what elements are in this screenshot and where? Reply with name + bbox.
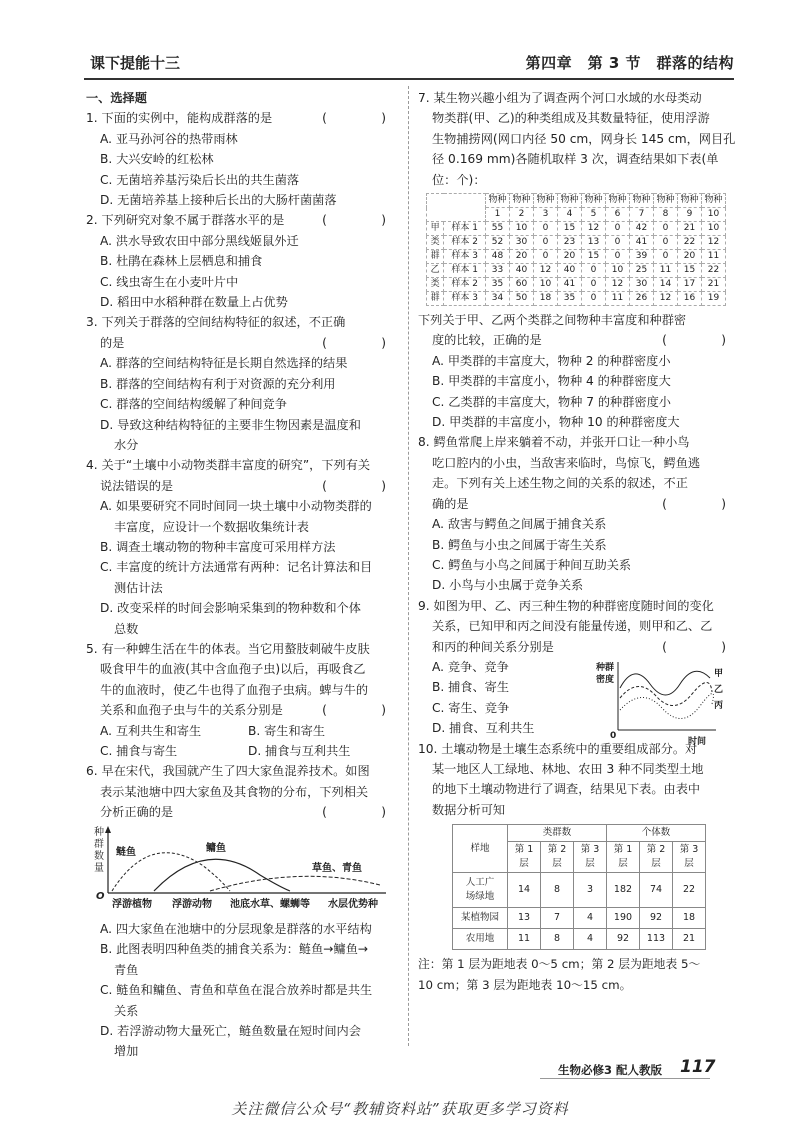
table-cell: 15 xyxy=(558,222,582,236)
table-cell: 190 xyxy=(607,908,640,929)
species-num: 1 xyxy=(486,208,510,222)
q9-option-b: B. 捕食、寄生 xyxy=(432,680,510,695)
q5-options-ab xyxy=(86,721,396,741)
question-9 xyxy=(418,596,736,746)
answer-blank: ( ) xyxy=(322,335,396,350)
fig6-label-grass: 草鱼、青鱼 xyxy=(312,862,362,874)
q7-line4: 径 0.169 mm)各随机取样 3 次，调查结果如下表(单 xyxy=(432,152,719,167)
t10-head-row-1 xyxy=(453,825,706,842)
table-cell: 42 xyxy=(630,222,654,236)
q2-option-a: A. 洪水导致农田中部分黑线姬鼠外迁 xyxy=(100,233,299,248)
site-name-1: 某植物园 xyxy=(460,912,499,924)
table-cell: 17 xyxy=(678,278,702,292)
table-cell: 0 xyxy=(534,250,558,264)
table-cell: 19 xyxy=(702,292,726,306)
table-cell: 0 xyxy=(606,236,630,250)
group-label: 甲 xyxy=(427,222,444,236)
question-6 xyxy=(86,761,396,1061)
group-label: 群 xyxy=(427,250,444,264)
table-cell: 20 xyxy=(678,250,702,264)
q1-stem: 1. 下面的实例中，能构成群落的是 xyxy=(86,111,273,126)
table-cell: 23 xyxy=(558,236,582,250)
q9-option-a: A. 竞争、竞争 xyxy=(432,659,509,674)
answer-blank: ( ) xyxy=(322,703,396,718)
q4-stem-line1: 4. 关于“土壤中小动物类群丰富度的研究”，下列有关 xyxy=(86,458,371,473)
q7-option-d: D. 甲类群的丰富度小，物种 10 的种群密度大 xyxy=(432,415,680,430)
table-cell: 0 xyxy=(582,292,606,306)
t10-head-count: 个体数 xyxy=(607,825,706,842)
table-row xyxy=(427,292,726,306)
q3-option-d: D. 导致这种结构特征的主要非生物因素是温度和 xyxy=(100,417,361,432)
q5-line1: 5. 有一种蜱生活在牛的体表。当它用螯肢刺破牛皮肤 xyxy=(86,641,370,656)
table-cell: 18 xyxy=(673,908,706,929)
site-name xyxy=(453,873,508,908)
answer-blank: ( ) xyxy=(662,639,736,654)
table-cell: 0 xyxy=(654,236,678,250)
q5-options-cd xyxy=(86,741,396,761)
t10-head-site: 样地 xyxy=(453,825,508,873)
layer-head-b: 层 xyxy=(684,858,694,870)
answer-blank: ( ) xyxy=(662,496,736,511)
fig9-xlabel: 时间 xyxy=(688,736,707,746)
q6-option-b: B. 此图表明四种鱼类的捕食关系为：鲢鱼→鳙鱼→ xyxy=(100,942,369,957)
question-10 xyxy=(418,739,736,995)
q5-line4: 关系和血孢子虫与牛的关系分别是 xyxy=(100,703,283,718)
q7-option-c: C. 乙类群的丰富度大，物种 7 的种群密度小 xyxy=(432,394,671,409)
table-cell: 41 xyxy=(630,236,654,250)
table-cell: 22 xyxy=(702,264,726,278)
table-cell: 35 xyxy=(486,278,510,292)
fig6-label-bighead: 鳙鱼 xyxy=(206,842,226,854)
q7-line1: 7. 某生物兴趣小组为了调查两个河口水域的水母类动 xyxy=(418,91,702,105)
footer-book: 生物必修3 配人教版 xyxy=(558,1063,663,1077)
answer-blank: ( ) xyxy=(322,213,396,228)
species-num: 4 xyxy=(558,208,582,222)
species-head: 物种 xyxy=(702,194,726,208)
fig9-curve-jia xyxy=(620,671,710,695)
layer-head xyxy=(574,842,607,873)
t10-head-groups: 类群数 xyxy=(508,825,607,842)
table-cell: 10 xyxy=(510,222,534,236)
layer-head-a: 第 1 xyxy=(514,844,534,856)
t7-head-row-1 xyxy=(427,194,726,208)
layer-head xyxy=(541,842,574,873)
table-cell: 60 xyxy=(510,278,534,292)
question-8 xyxy=(418,432,736,595)
fig6-origin: O xyxy=(96,890,105,902)
table-cell: 0 xyxy=(606,250,630,264)
table-cell: 21 xyxy=(678,222,702,236)
question-4 xyxy=(86,455,396,639)
species-num: 2 xyxy=(510,208,534,222)
q9-line1: 9. 如图为甲、乙、丙三种生物的种群密度随时间的变化 xyxy=(418,598,714,613)
fish-distribution-figure xyxy=(90,825,390,911)
fig6-ylabel-4: 量 xyxy=(94,862,104,874)
fig9-ylabel-1: 种群 xyxy=(596,662,615,673)
table-cell: 18 xyxy=(534,292,558,306)
q6-option-d-cont: 增加 xyxy=(114,1044,139,1059)
table-cell: 50 xyxy=(510,292,534,306)
fig9-label-yi: 乙 xyxy=(714,684,724,695)
species-num: 8 xyxy=(654,208,678,222)
layer-head xyxy=(640,842,673,873)
table-row xyxy=(427,250,726,264)
table-cell: 21 xyxy=(702,278,726,292)
table-row xyxy=(453,929,706,950)
group-label: 类 xyxy=(427,278,444,292)
table-cell: 52 xyxy=(486,236,510,250)
table-cell: 34 xyxy=(486,292,510,306)
table-cell: 182 xyxy=(607,873,640,908)
q6-option-c-cont: 关系 xyxy=(114,1003,139,1018)
species-num: 5 xyxy=(582,208,606,222)
species-num: 3 xyxy=(534,208,558,222)
q4-option-d: D. 改变采样的时间会影响采集到的物种数和个体 xyxy=(100,601,361,616)
q5-line2: 吸食甲牛的血液(其中含血孢子虫)以后，再吸食乙 xyxy=(100,662,366,677)
q2-stem: 2. 下列研究对象不属于群落水平的是 xyxy=(86,213,285,228)
table-row xyxy=(427,264,726,278)
layer-head-b: 层 xyxy=(552,858,562,870)
q8-line3: 走。下列有关上述生物之间的关系的叙述，不正 xyxy=(432,476,688,491)
q5-option-a: A. 互利共生和寄生 xyxy=(100,723,202,738)
table-cell: 15 xyxy=(582,250,606,264)
table-cell: 10 xyxy=(702,222,726,236)
table-cell: 22 xyxy=(673,873,706,908)
q4-option-c-cont: 测估计法 xyxy=(114,580,163,595)
q5-line3: 牛的血液时，使乙牛也得了血孢子虫病。蜱与牛的 xyxy=(100,682,369,697)
table-cell: 12 xyxy=(702,236,726,250)
sample-name: 样本 3 xyxy=(444,250,486,264)
q8-option-c: C. 鳄鱼与小鸟之间属于种间互助关系 xyxy=(432,557,632,572)
q4-option-b: B. 调查土壤动物的物种丰富度可采用样方法 xyxy=(100,539,336,554)
site-name-1: 农用地 xyxy=(465,933,495,945)
t7-corner xyxy=(427,194,486,222)
table-cell: 39 xyxy=(630,250,654,264)
q8-option-b: B. 鳄鱼与小虫之间属于寄生关系 xyxy=(432,537,607,552)
table-cell: 30 xyxy=(510,236,534,250)
site-name-2: 场绿地 xyxy=(465,891,495,903)
group-label: 群 xyxy=(427,292,444,306)
fig9-label-jia: 甲 xyxy=(714,668,724,679)
fig6-curve-bighead-carp xyxy=(154,859,290,891)
q1-option-d: D. 无菌培养基上接种后长出的大肠杆菌菌落 xyxy=(100,193,337,208)
q7-line5: 位：个)： xyxy=(432,172,486,187)
question-5 xyxy=(86,639,396,761)
q3-stem-line2: 的是 xyxy=(100,335,125,350)
q2-option-b: B. 杜鹃在森林上层栖息和捕食 xyxy=(100,254,263,269)
q6-line1: 6. 早在宋代，我国就产生了四大家鱼混养技术。如图 xyxy=(86,764,370,779)
table-cell: 11 xyxy=(606,292,630,306)
species-num: 6 xyxy=(606,208,630,222)
table-cell: 11 xyxy=(508,929,541,950)
table-cell: 7 xyxy=(541,908,574,929)
fig6-x2: 浮游动物 xyxy=(172,898,212,910)
q8-line2: 吃口腔内的小虫，当敌害来临时，鸟惊飞，鳄鱼逃 xyxy=(432,455,701,470)
table-cell: 11 xyxy=(654,264,678,278)
fig6-ylabel-3: 数 xyxy=(94,850,104,862)
q6-option-d: D. 若浮游动物大量死亡，鲢鱼数量在短时间内会 xyxy=(100,1024,361,1039)
right-column xyxy=(418,88,736,995)
fig9-ylabel-2: 密度 xyxy=(596,674,615,685)
fig9-label-bing: 丙 xyxy=(714,700,724,711)
table-cell: 12 xyxy=(582,222,606,236)
header-rule xyxy=(84,78,734,80)
q10-note-line2: 10 cm；第 3 层为距地表 10～15 cm。 xyxy=(418,977,632,992)
table-cell: 40 xyxy=(510,264,534,278)
answer-blank: ( ) xyxy=(322,805,396,820)
table-cell: 74 xyxy=(640,873,673,908)
population-density-figure xyxy=(596,658,731,746)
q10-line2: 某一地区人工绿地、林地、农田 3 种不同类型土地 xyxy=(432,761,704,776)
site-name-1: 人工广 xyxy=(465,877,495,889)
fig6-x4: 水层优势种 xyxy=(328,898,378,910)
q5-option-c: C. 捕食与寄生 xyxy=(100,744,178,758)
column-divider xyxy=(408,86,409,1046)
table-row xyxy=(427,222,726,236)
answer-blank: ( ) xyxy=(322,111,396,126)
table-cell: 20 xyxy=(510,250,534,264)
table-cell: 14 xyxy=(508,873,541,908)
table-row xyxy=(427,236,726,250)
q4-option-c: C. 丰富度的统计方法通常有两种：记名计算法和目 xyxy=(100,560,373,575)
left-column xyxy=(86,88,396,1062)
q3-option-b: B. 群落的空间结构有利于对资源的充分利用 xyxy=(100,376,336,391)
table-cell: 13 xyxy=(582,236,606,250)
fig6-ylabel-2: 群 xyxy=(94,838,104,850)
species-head: 物种 xyxy=(606,194,630,208)
section-title: 一、选择题 xyxy=(86,91,147,105)
q2-option-c: C. 线虫寄生在小麦叶片中 xyxy=(100,274,239,289)
fig6-curve-grass-black-carp xyxy=(210,876,380,891)
table-cell: 92 xyxy=(640,908,673,929)
species-num: 7 xyxy=(630,208,654,222)
table-cell: 30 xyxy=(630,278,654,292)
question-7 xyxy=(418,88,736,432)
q9-line2: 关系，已知甲和丙之间没有能量传递，则甲和乙、乙 xyxy=(432,619,713,634)
table-cell: 0 xyxy=(606,222,630,236)
species-num: 9 xyxy=(678,208,702,222)
layer-head-b: 层 xyxy=(651,858,661,870)
table-cell: 11 xyxy=(702,250,726,264)
q6-option-a: A. 四大家鱼在池塘中的分层现象是群落的水平结构 xyxy=(100,922,372,937)
table-row xyxy=(453,908,706,929)
q9-option-c: C. 寄生、竞争 xyxy=(432,700,510,715)
q4-option-d-cont: 总数 xyxy=(114,621,139,636)
table-cell: 48 xyxy=(486,250,510,264)
fig6-x1: 浮游植物 xyxy=(112,898,152,910)
q7-line3: 生物捕捞网(网口内径 50 cm，网身长 145 cm，网目孔 xyxy=(432,131,736,146)
table-cell: 15 xyxy=(678,264,702,278)
q4-option-a-cont: 丰富度，应设计一个数据收集统计表 xyxy=(114,519,309,534)
fig6-x3: 池底水草、螺蛳等 xyxy=(230,898,310,910)
table-cell: 0 xyxy=(534,236,558,250)
answer-blank: ( ) xyxy=(322,478,396,493)
table-cell: 113 xyxy=(640,929,673,950)
table-cell: 0 xyxy=(654,222,678,236)
table-cell: 0 xyxy=(534,222,558,236)
table-cell: 12 xyxy=(606,278,630,292)
fig9-curve-yi xyxy=(620,682,712,705)
q1-option-b: B. 大兴安岭的红松林 xyxy=(100,152,214,167)
species-head: 物种 xyxy=(582,194,606,208)
species-head: 物种 xyxy=(534,194,558,208)
q9-line3: 和丙的种间关系分别是 xyxy=(432,639,554,654)
layer-head-b: 层 xyxy=(585,858,595,870)
table-cell: 4 xyxy=(574,908,607,929)
table-cell: 8 xyxy=(541,873,574,908)
q3-option-a: A. 群落的空间结构特征是长期自然选择的结果 xyxy=(100,356,348,371)
table-cell: 8 xyxy=(541,929,574,950)
sample-name: 样本 2 xyxy=(444,278,486,292)
species-head: 物种 xyxy=(678,194,702,208)
layer-head-b: 层 xyxy=(618,858,628,870)
sample-name: 样本 3 xyxy=(444,292,486,306)
q7-after2: 度的比较，正确的是 xyxy=(432,333,542,348)
q1-option-a: A. 亚马孙河谷的热带雨林 xyxy=(100,131,238,146)
answer-blank: ( ) xyxy=(662,333,736,348)
table-cell: 20 xyxy=(558,250,582,264)
soil-animal-table xyxy=(452,824,706,950)
q8-option-d: D. 小鸟与小虫属于竞争关系 xyxy=(432,578,584,593)
table-cell: 0 xyxy=(582,264,606,278)
q5-option-d: D. 捕食与互利共生 xyxy=(248,744,351,758)
table-cell: 13 xyxy=(508,908,541,929)
page-number: 117 xyxy=(680,1057,716,1077)
layer-head-b: 层 xyxy=(519,858,529,870)
layer-head xyxy=(673,842,706,873)
species-num: 10 xyxy=(702,208,726,222)
table-cell: 16 xyxy=(678,292,702,306)
question-1 xyxy=(86,108,396,210)
table-row xyxy=(453,873,706,908)
species-head: 物种 xyxy=(654,194,678,208)
q10-line3: 的地下土壤动物进行了调查，结果见下表。由表中 xyxy=(432,782,701,797)
table-cell: 41 xyxy=(558,278,582,292)
table-row xyxy=(427,278,726,292)
table-cell: 55 xyxy=(486,222,510,236)
layer-head xyxy=(607,842,640,873)
table-cell: 14 xyxy=(654,278,678,292)
q3-option-c: C. 群落的空间结构缓解了种间竞争 xyxy=(100,397,287,412)
q9-option-d: D. 捕食、互利共生 xyxy=(432,721,535,736)
q6-option-b-cont: 青鱼 xyxy=(114,962,139,977)
header-title: 课下提能十三 xyxy=(90,54,181,72)
header-chapter: 第四章 第 3 节 群落的结构 xyxy=(525,54,734,72)
table-cell: 0 xyxy=(582,278,606,292)
group-label: 类 xyxy=(427,236,444,250)
table-cell: 25 xyxy=(630,264,654,278)
layer-head-a: 第 2 xyxy=(547,844,567,856)
q6-line3: 分析正确的是 xyxy=(100,805,174,820)
site-name xyxy=(453,929,508,950)
q7-option-b: B. 甲类群的丰富度小，物种 4 的种群密度大 xyxy=(432,374,671,389)
question-3 xyxy=(86,312,396,455)
table-cell: 92 xyxy=(607,929,640,950)
q4-stem-line2: 说法错误的是 xyxy=(100,478,174,493)
table-cell: 10 xyxy=(606,264,630,278)
q10-note-line1: 注：第 1 层为距地表 0～5 cm；第 2 层为距地表 5～ xyxy=(418,957,701,972)
fig6-y-arrow xyxy=(105,826,111,833)
q8-line1: 8. 鳄鱼常爬上岸来躺着不动，并张开口让一种小鸟 xyxy=(418,435,690,450)
table-cell: 22 xyxy=(678,236,702,250)
q3-option-d-cont: 水分 xyxy=(114,437,139,452)
table-cell: 4 xyxy=(574,929,607,950)
q7-after1: 下列关于甲、乙两个类群之间物种丰富度和种群密 xyxy=(418,313,687,328)
jellyfish-table xyxy=(426,193,726,306)
q6-line2: 表示某池塘中四大家鱼及其食物的分布，下列相关 xyxy=(100,784,369,799)
layer-head-a: 第 1 xyxy=(613,844,633,856)
sample-name: 样本 1 xyxy=(444,222,486,236)
species-head: 物种 xyxy=(558,194,582,208)
table-cell: 21 xyxy=(673,929,706,950)
q7-line2: 物类群(甲、乙)的种类组成及其数量特征，使用浮游 xyxy=(432,111,710,126)
species-head: 物种 xyxy=(630,194,654,208)
species-head: 物种 xyxy=(486,194,510,208)
q8-option-a: A. 敌害与鳄鱼之间属于捕食关系 xyxy=(432,517,607,532)
sample-name: 样本 2 xyxy=(444,236,486,250)
watermark-text: 关注微信公众号“教辅资料站”获取更多学习资料 xyxy=(231,1100,569,1118)
table-cell: 12 xyxy=(534,264,558,278)
q5-option-b: B. 寄生和寄生 xyxy=(248,723,326,738)
table-cell: 0 xyxy=(654,250,678,264)
table-cell: 35 xyxy=(558,292,582,306)
fig9-curve-bing xyxy=(620,693,714,718)
site-name xyxy=(453,908,508,929)
table-cell: 26 xyxy=(630,292,654,306)
layer-head-a: 第 3 xyxy=(580,844,600,856)
q6-option-c: C. 鲢鱼和鳙鱼、青鱼和草鱼在混合放养时都是共生 xyxy=(100,983,373,998)
layer-head-a: 第 3 xyxy=(679,844,699,856)
group-label: 乙 xyxy=(427,264,444,278)
q2-option-d: D. 稻田中水稻种群在数量上占优势 xyxy=(100,295,288,310)
fig9-origin: 0 xyxy=(610,730,617,741)
q7-option-a: A. 甲类群的丰富度大，物种 2 的种群密度小 xyxy=(432,353,671,368)
table-cell: 12 xyxy=(654,292,678,306)
table-cell: 33 xyxy=(486,264,510,278)
sample-name: 样本 1 xyxy=(444,264,486,278)
q10-line4: 数据分析可知 xyxy=(432,802,506,817)
fig6-ylabel-1: 种 xyxy=(94,826,104,838)
table-cell: 3 xyxy=(574,873,607,908)
fig6-curve-silver-carp xyxy=(112,852,230,890)
layer-head xyxy=(508,842,541,873)
question-2 xyxy=(86,210,396,312)
q4-option-a: A. 如果要研究不同时间同一块土壤中小动物类群的 xyxy=(100,499,372,514)
q3-stem-line1: 3. 下列关于群落的空间结构特征的叙述，不正确 xyxy=(86,315,346,330)
species-head: 物种 xyxy=(510,194,534,208)
q8-line4: 确的是 xyxy=(432,496,469,511)
fig6-label-silver: 鲢鱼 xyxy=(116,846,136,858)
table-cell: 10 xyxy=(534,278,558,292)
q1-option-c: C. 无菌培养基污染后长出的共生菌落 xyxy=(100,172,300,187)
layer-head-a: 第 2 xyxy=(646,844,666,856)
table-cell: 40 xyxy=(558,264,582,278)
q10-line1: 10. 土壤动物是土壤生态系统中的重要组成部分。对 xyxy=(418,741,698,756)
